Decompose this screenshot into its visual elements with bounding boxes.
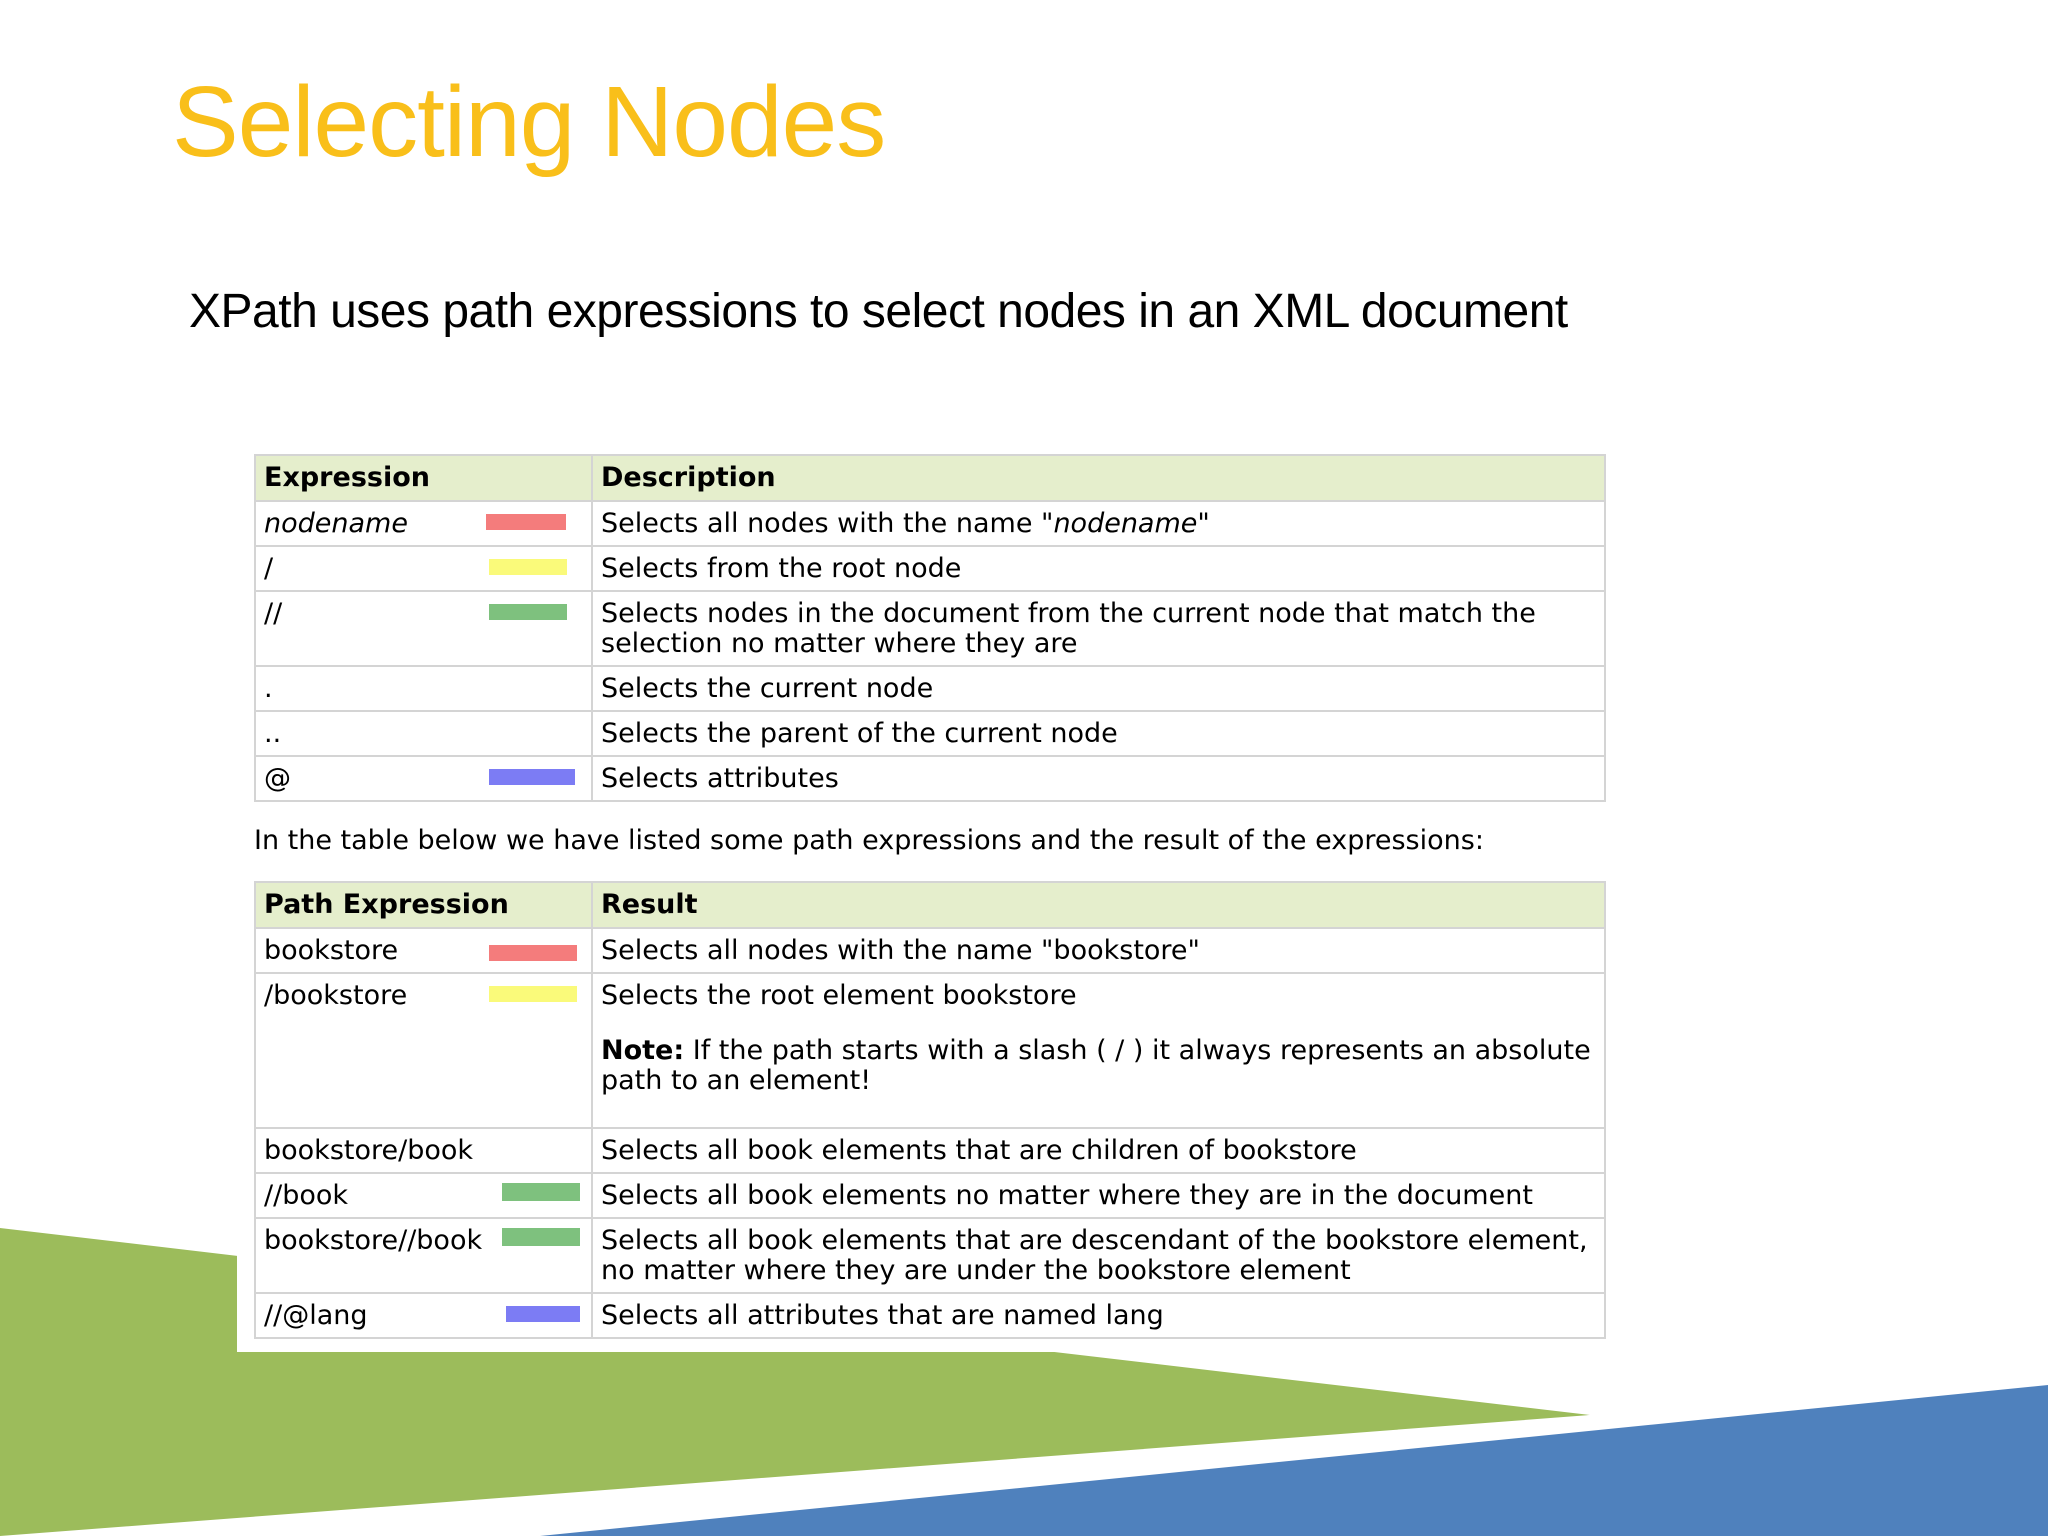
result-text: Selects all attributes that are named lang bbox=[601, 1300, 1164, 1331]
table-row bbox=[255, 1218, 1605, 1293]
result-cell bbox=[592, 928, 1605, 973]
expression-table bbox=[254, 454, 1606, 802]
result-text: Selects all book elements that are descendant of the bookstore element, no matter where they are under the bookstore element bbox=[601, 1225, 1588, 1286]
expression-cell bbox=[255, 501, 592, 546]
expression-cell bbox=[255, 711, 592, 756]
expression-cell bbox=[255, 546, 592, 591]
blue-marker bbox=[506, 1306, 580, 1322]
slide-subtitle: XPath uses path expressions to select nodes in an XML document bbox=[189, 285, 1568, 338]
expression-text: / bbox=[264, 553, 274, 584]
result-text: Selects the root element bookstore bbox=[601, 980, 1077, 1011]
table-row bbox=[255, 711, 1605, 756]
path-expression-text: /bookstore bbox=[264, 980, 408, 1011]
path-expression-table bbox=[254, 881, 1606, 1339]
table-row bbox=[255, 666, 1605, 711]
table-row bbox=[255, 591, 1605, 666]
expression-text: .. bbox=[264, 718, 282, 749]
description-cell bbox=[592, 711, 1605, 756]
yellow-marker bbox=[489, 986, 577, 1002]
header-result: Result bbox=[592, 882, 1605, 928]
table-row bbox=[255, 501, 1605, 546]
description-emphasis: nodename bbox=[1053, 508, 1198, 539]
description-cell bbox=[592, 591, 1605, 666]
description-text: Selects attributes bbox=[601, 763, 839, 794]
red-marker bbox=[486, 514, 566, 530]
result-cell bbox=[592, 1173, 1605, 1218]
expression-cell bbox=[255, 756, 592, 801]
expression-cell bbox=[255, 666, 592, 711]
table-header-row bbox=[255, 455, 1605, 501]
table-caption: In the table below we have listed some path expressions and the result of the expressions: bbox=[254, 825, 1484, 856]
result-text: Selects all book elements that are children of bookstore bbox=[601, 1135, 1357, 1166]
result-cell bbox=[592, 1128, 1605, 1173]
path-expression-text: bookstore//book bbox=[264, 1225, 483, 1256]
red-marker bbox=[489, 945, 577, 961]
description-text: Selects the current node bbox=[601, 673, 934, 704]
table-header-row bbox=[255, 882, 1605, 928]
path-expression-text: //book bbox=[264, 1180, 349, 1211]
path-expression-cell bbox=[255, 1128, 592, 1173]
description-cell bbox=[592, 756, 1605, 801]
path-expression-text: bookstore/book bbox=[264, 1135, 474, 1166]
path-expression-text: //@lang bbox=[264, 1300, 368, 1331]
description-text: Selects from the root node bbox=[601, 553, 962, 584]
yellow-marker bbox=[489, 559, 567, 575]
note bbox=[601, 1036, 1596, 1096]
header-description: Description bbox=[592, 455, 1605, 501]
table-row bbox=[255, 546, 1605, 591]
expression-text: @ bbox=[264, 763, 291, 794]
result-cell bbox=[592, 1293, 1605, 1338]
note-text: If the path starts with a slash ( / ) it always represents an absolute path to an element! bbox=[601, 1035, 1591, 1096]
slide-title: Selecting Nodes bbox=[172, 66, 886, 178]
table-row bbox=[255, 1128, 1605, 1173]
header-path-expression: Path Expression bbox=[255, 882, 592, 928]
result-text: Selects all book elements no matter where they are in the document bbox=[601, 1180, 1533, 1211]
header-expression: Expression bbox=[255, 455, 592, 501]
description-cell bbox=[592, 546, 1605, 591]
result-cell bbox=[592, 1218, 1605, 1293]
description-suffix: " bbox=[1197, 508, 1210, 539]
path-expression-cell bbox=[255, 1218, 592, 1293]
description-text: Selects all nodes with the name " bbox=[601, 508, 1054, 539]
description-cell bbox=[592, 501, 1605, 546]
table-row bbox=[255, 973, 1605, 1128]
expression-cell bbox=[255, 591, 592, 666]
green-marker bbox=[489, 604, 567, 620]
description-cell bbox=[592, 666, 1605, 711]
path-expression-cell bbox=[255, 928, 592, 973]
green-marker bbox=[502, 1183, 580, 1201]
table-row bbox=[255, 756, 1605, 801]
note-label: Note: bbox=[601, 1035, 685, 1066]
expression-text: // bbox=[264, 598, 283, 629]
expression-text: nodename bbox=[264, 508, 408, 539]
path-expression-cell bbox=[255, 1293, 592, 1338]
table-row bbox=[255, 928, 1605, 973]
embedded-screenshot bbox=[237, 430, 1623, 1352]
expression-text: . bbox=[264, 673, 273, 704]
result-text: Selects all nodes with the name "bookstore" bbox=[601, 935, 1200, 966]
path-expression-text: bookstore bbox=[264, 935, 399, 966]
table-row bbox=[255, 1173, 1605, 1218]
path-expression-cell bbox=[255, 973, 592, 1128]
path-expression-cell bbox=[255, 1173, 592, 1218]
blue-marker bbox=[489, 769, 575, 785]
green-marker bbox=[502, 1228, 580, 1246]
description-text: Selects nodes in the document from the current node that match the selection no matter where they are bbox=[601, 598, 1536, 659]
table-row bbox=[255, 1293, 1605, 1338]
result-cell bbox=[592, 973, 1605, 1128]
description-text: Selects the parent of the current node bbox=[601, 718, 1118, 749]
